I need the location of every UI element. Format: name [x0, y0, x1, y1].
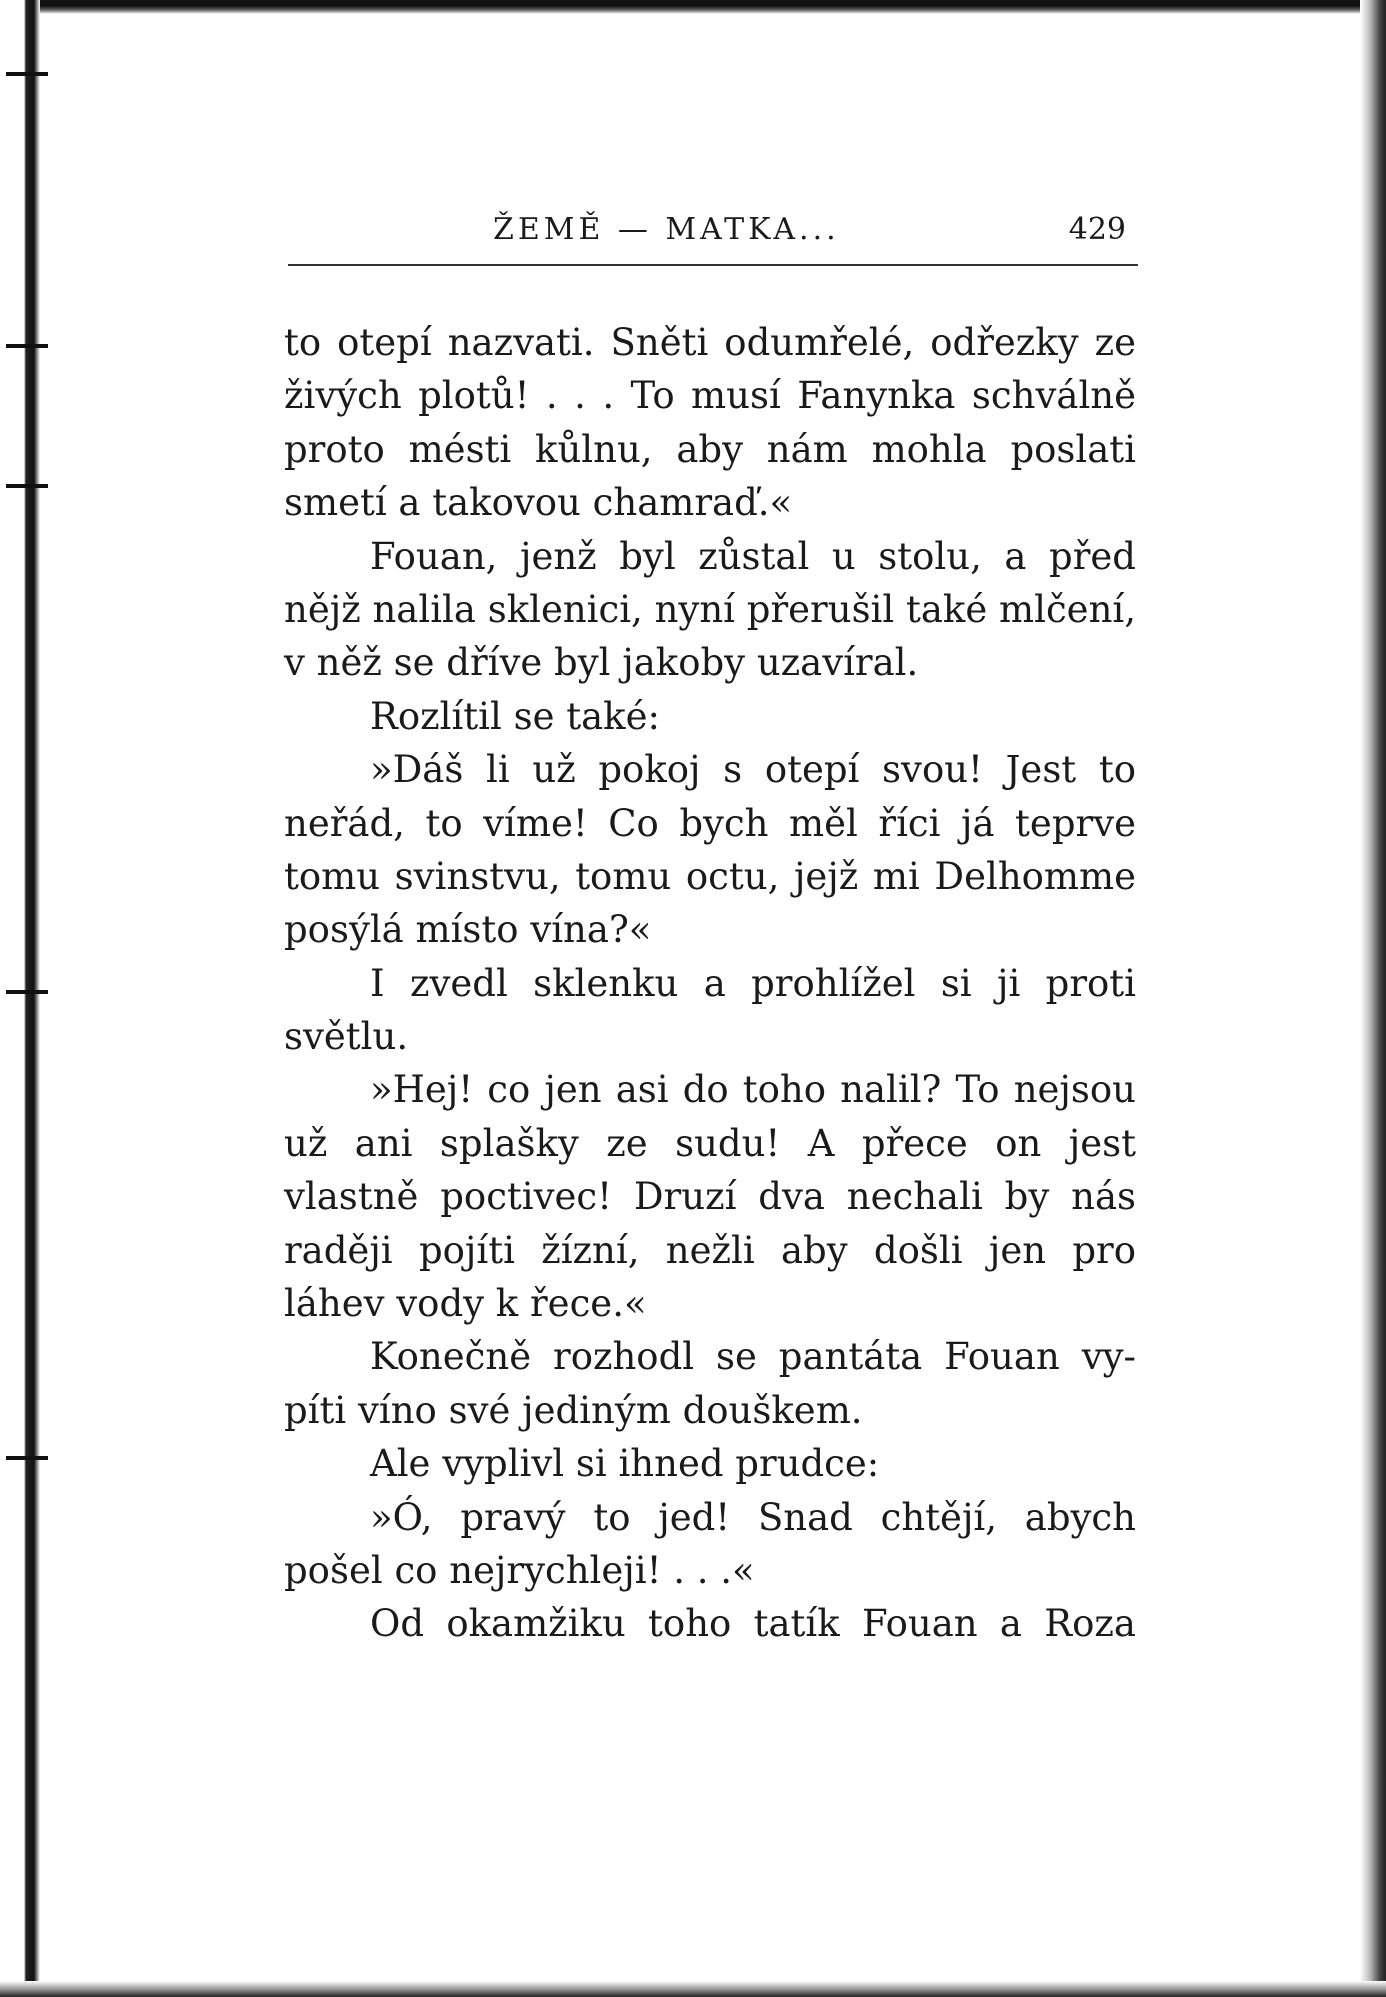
scan-edge-left	[0, 0, 40, 1997]
scan-edge-right	[1360, 0, 1386, 1997]
text-line: už ani splašky ze sudu! A přece on jest	[284, 1121, 1136, 1165]
text-line: Fouan, jenž byl zůstal u stolu, a před	[370, 534, 1136, 578]
text-line: tomu svinstvu, tomu octu, jejž mi Delhomme	[284, 854, 1136, 898]
text-line: raději pojíti žízní, nežli aby došli jen pro	[284, 1228, 1136, 1272]
text-line: »Ó, pravý to jed! Snad chtějí, abych	[370, 1495, 1136, 1539]
page-header	[288, 208, 1138, 266]
text-line: »Dáš li už pokoj s otepí svou! Jest to	[370, 748, 1136, 792]
scan-edge-top	[0, 0, 1386, 14]
text-line: proto mésti kůlnu, aby nám mohla poslati	[284, 427, 1136, 471]
text-line: neřád, to víme! Co bych měl říci já teprve	[284, 801, 1136, 845]
text-line: Rozlítil se také:	[370, 694, 660, 738]
scan-tick-mark	[6, 344, 48, 348]
text-line: to otepí nazvati. Sněti odumřelé, odřezky ze	[284, 321, 1136, 364]
text-line: světlu.	[284, 1015, 409, 1059]
text-line: v něž se dříve byl jakoby uzavíral.	[284, 641, 919, 685]
text-line: I zvedl sklenku a prohlížel si ji proti	[370, 961, 1136, 1005]
page-number: 429	[1068, 212, 1126, 247]
scan-edge-bottom	[0, 1981, 1386, 1997]
body-text	[284, 316, 1136, 1651]
text-line: Konečně rozhodl se pantáta Fouan vy-	[370, 1335, 1136, 1379]
text-line: nějž nalila sklenici, nyní přerušil také mlčení,	[284, 587, 1136, 631]
text-line: »Hej! co jen asi do toho nalil? To nejsou	[370, 1068, 1136, 1112]
scan-tick-mark	[6, 990, 48, 994]
running-title: ŽEMĚ — MATKA...	[493, 212, 840, 247]
text-line: vlastně poctivec! Druzí dva nechali by nás	[284, 1175, 1136, 1219]
text-line: Ale vyplivl si ihned prudce:	[370, 1442, 880, 1486]
text-line: smetí a takovou chamraď.«	[284, 481, 793, 525]
text-line: píti víno své jediným douškem.	[284, 1388, 863, 1432]
scan-tick-mark	[6, 484, 48, 488]
text-line: posýlá místo vína?«	[284, 908, 652, 952]
text-line: živých plotů! . . . To musí Fanynka schválně	[284, 374, 1136, 418]
scan-tick-mark	[6, 1456, 48, 1460]
text-line: láhev vody k řece.«	[284, 1282, 647, 1326]
text-line: pošel co nejrychleji! . . .«	[284, 1548, 755, 1592]
text-line: Od okamžiku toho tatík Fouan a Roza	[370, 1602, 1136, 1646]
scan-tick-mark	[6, 72, 48, 76]
